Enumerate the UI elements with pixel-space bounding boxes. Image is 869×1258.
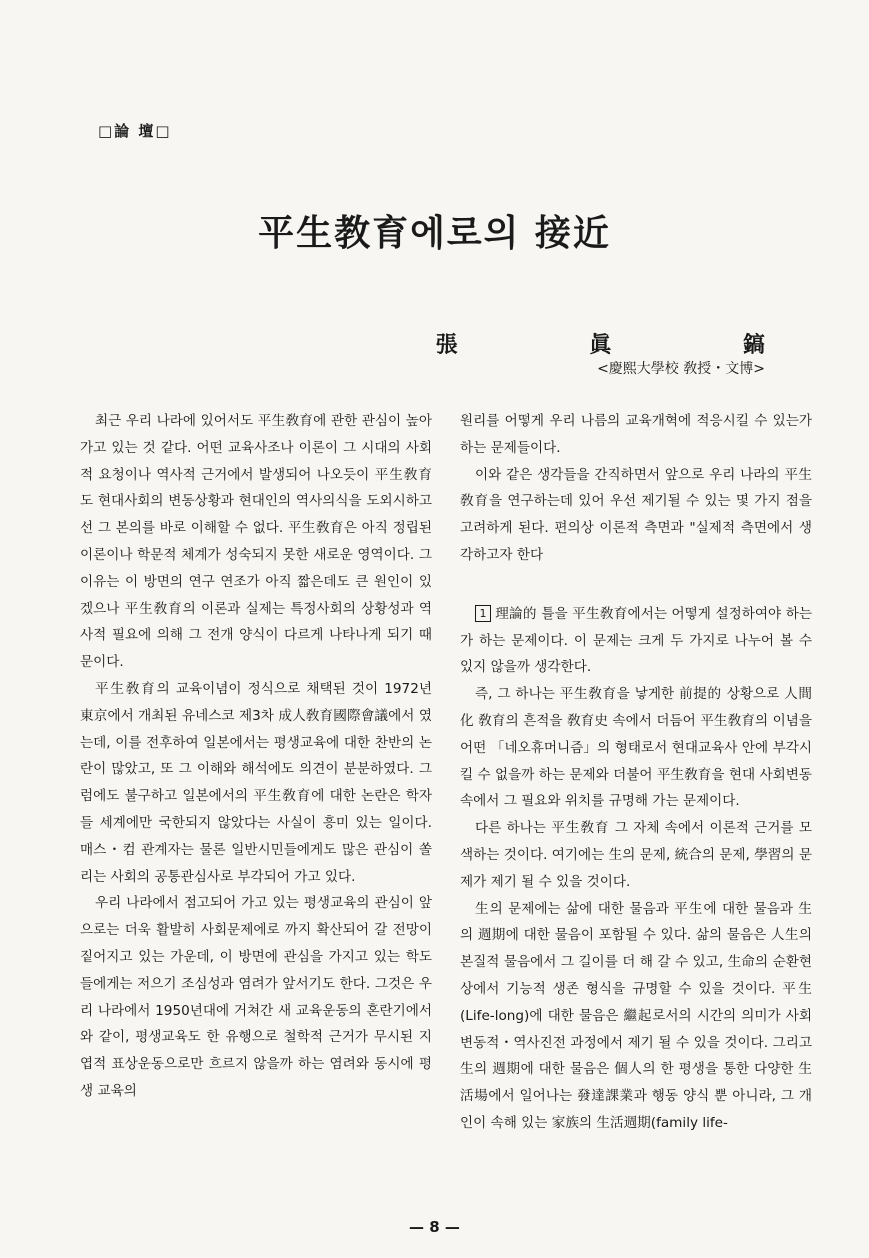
paragraph-text: 理論的 틀을 平生敎育에서는 어떻게 설정하여야 하는가 하는 문제이다. 이 문제는 크게 두 가지로 나누어 볼 수 있지 않을까 생각한다. <box>460 605 812 676</box>
paragraph: 生의 문제에는 삶에 대한 물음과 平生에 대한 물음과 生의 週期에 대한 물음이 포함될 수 있다. 삶의 물음은 人生의 본질적 물음에서 그 길이를 더 해 갈 수 있고, 生命의 순환현상에서 기능적 생존 형식을 규명할 수 있을 것이다. 平生(Life-long)에 대한 물음은 繼起로서의 시간의 의미가 사회변동적・역사진전 과정에서 제기 될 수 있을 것이다. 그리고 生의 週期에 대한 물음은 個人의 한 평생을 통한 다양한 生活場에서 일어나는 發達課業과 행동 양식 뿐 아니라, 그 개인이 속해 있는 家族의 生活週期(family life- <box>460 900 812 1131</box>
paragraph: 원리를 어떻게 우리 나름의 교육개혁에 적응시킬 수 있는가 하는 문제들이다. <box>460 413 812 456</box>
article-title: 平生教育에로의 接近 <box>258 212 611 254</box>
paragraph: 최근 우리 나라에 있어서도 平生敎育에 관한 관심이 높아가고 있는 것 같다. 어떤 교육사조나 이론이 그 시대의 사회적 요청이나 역사적 근거에서 발생되어 나오듯이 平生敎育도 현대사회의 변동상황과 현대인의 역사의식을 도외시하고선 그 본의를 바로 이해할 수 없다. 平生敎育은 아직 정립된 이론이나 학문적 체계가 성숙되지 못한 새로운 영역이다. 그 이유는 이 방면의 연구 연조가 아직 짧은데도 큰 원인이 있겠으나 平生敎育의 이론과 실제는 특정사회의 상황성과 역사적 필요에 의해 그 전개 양식이 다르게 나타나게 되기 때문이다. <box>80 413 432 671</box>
page-number: — 8 — <box>409 1218 460 1236</box>
section-tag: □論 壇□ <box>98 122 172 140</box>
paragraph: 즉, 그 하나는 平生敎育을 낳게한 前提的 상황으로 人間化 敎育의 흔적을 敎育史 속에서 더듬어 平生敎育의 이념을 어떤 「네오휴머니즘」의 형태로서 현대교육사 안에 부각시킬 수 없을까 하는 문제와 더불어 平生敎育을 현대 사회변동속에서 그 필요와 위치를 규명해 가는 문제이다. <box>460 686 812 810</box>
paragraph <box>460 601 812 681</box>
item-number-box: 1 <box>475 605 491 622</box>
paragraph: 平生敎育의 교육이념이 정식으로 채택된 것이 1972년 東京에서 개최된 유네스코 제3차 成人敎育國際會議에서 였는데, 이를 전후하여 일본에서는 평생교육에 대한 찬반의 논란이 많았고, 또 그 이해와 해석에도 의견이 분분하였다. 그럼에도 불구하고 일본에서의 平生敎育에 대한 논란은 학자들 세계에만 국한되지 않았다는 사실이 흥미 있는 일이다. 매스・컴 관계자는 물론 일반시민들에게도 많은 관심이 쏠리는 사회의 공통관심사로 부각되어 가고 있다. <box>80 680 432 885</box>
paragraph: 다른 하나는 平生敎育 그 자체 속에서 이론적 근거를 모색하는 것이다. 여기에는 生의 문제, 統合의 문제, 學習의 문제가 제기 될 수 있을 것이다. <box>460 820 812 890</box>
left-column <box>80 408 432 1105</box>
paragraph: 이와 같은 생각들을 간직하면서 앞으로 우리 나라의 平生敎育을 연구하는데 있어 우선 제기될 수 있는 몇 가지 점을 고려하게 된다. 편의상 이론적 측면과 "실제적 측면에서 생각하고자 한다 <box>460 466 812 563</box>
author-name: 張 眞 鎬 <box>435 333 827 358</box>
author-affiliation: <慶熙大學校 敎授・文博> <box>597 361 765 377</box>
paragraph: 우리 나라에서 점고되어 가고 있는 평생교육의 관심이 앞으로는 더욱 활발히 사회문제에로 까지 확산되어 갈 전망이 짙어지고 있는 가운데, 이 방면에 관심을 가지고 있는 학도들에게는 저으기 조심성과 염려가 앞서기도 한다. 그것은 우리 나라에서 1950년대에 거쳐간 새 교육운동의 혼란기에서와 같이, 평생교육도 한 유행으로 철학적 근거가 무시된 지엽적 표상운동으로만 흐르지 않을까 하는 염려와 동시에 평생 교육의 <box>80 895 432 1099</box>
paragraph-gap <box>460 569 812 601</box>
right-column <box>460 408 812 1137</box>
